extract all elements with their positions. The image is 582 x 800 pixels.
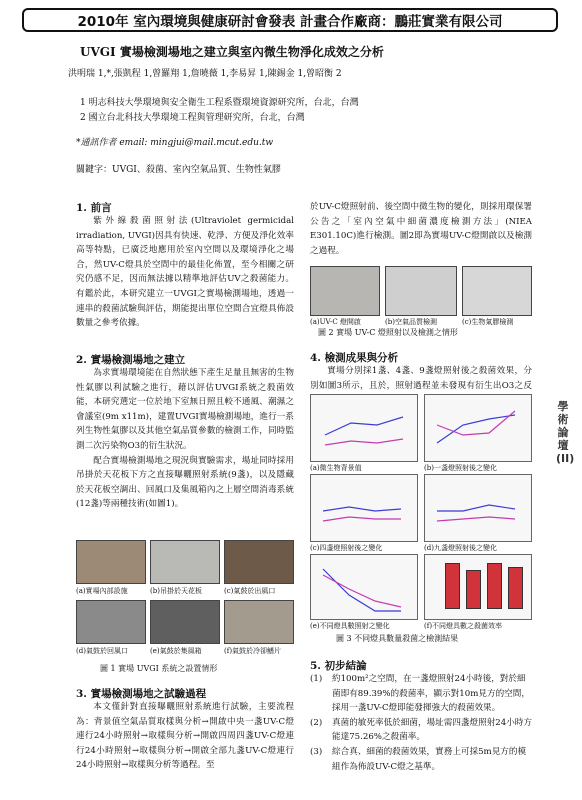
section-1-title: 1. 前言 xyxy=(76,202,112,214)
paper-title: UVGI 實場檢測場地之建立與室內微生物淨化成效之分析 xyxy=(80,45,384,59)
fig3-chart-a-lines xyxy=(311,395,418,462)
conclusion-item xyxy=(310,745,532,774)
conclusion-item xyxy=(310,672,532,716)
fig1-label-d: (d)氣鼓於回風口 xyxy=(76,647,128,655)
authors: 洪明瑞 1,*,張凱程 1,曾羅翔 1,詹曉薇 1,李易昇 1,陳錫金 1,曾昭衡 2 xyxy=(68,69,342,79)
fig3-chart-d-lines xyxy=(425,475,532,542)
fig3-chart-c-lines xyxy=(311,475,418,542)
fig2-photo-a xyxy=(310,266,380,316)
fig3-chart-f xyxy=(424,554,532,620)
fig3-chart-b-lines xyxy=(425,395,532,462)
section-4-text: 實場分別採1盞、4盞、9盞燈照射後之殺菌效果，分別如圖3所示，且於，照射過程並未發現有衍生出O3之反 xyxy=(310,366,532,391)
fig3-label-d: (d)九盞燈照射後之變化 xyxy=(424,544,497,552)
figure-2-caption: 圖 2 實場 UV-C 燈照射以及檢測之情形 xyxy=(318,328,458,337)
conclusion-item xyxy=(310,716,532,745)
section-3-continued: 於UV-C燈照射前、後空間中微生物的變化，則採用環保署公告之「室內空氣中細菌濃度檢測方法」(NIEA E301.10C)進行檢測。圖2即為實場UV-C燈開啟以及檢測之過程。 xyxy=(310,202,532,256)
efficiency-bar xyxy=(508,567,523,609)
fig1-photo-f xyxy=(224,600,294,644)
conference-banner: 2010年 室內環境與健康研討會發表 計畫合作廠商：鵬莊實業有限公司 xyxy=(22,8,558,32)
fig3-chart-b xyxy=(424,394,532,462)
fig1-photo-d xyxy=(76,600,146,644)
side-label: 學術論壇(II) xyxy=(556,400,575,465)
affiliation-2: 2 國立台北科技大學環境工程與管理研究所，台北，台灣 xyxy=(80,113,305,123)
fig1-photo-c xyxy=(224,540,294,584)
fig1-photo-e xyxy=(150,600,220,644)
fig1-label-a: (a)實場內部設施 xyxy=(76,587,128,595)
figure-2 xyxy=(310,266,532,326)
conclusion-number: (1) xyxy=(310,674,323,684)
fig1-photo-b xyxy=(150,540,220,584)
fig3-chart-d xyxy=(424,474,532,542)
fig2-photo-c xyxy=(462,266,532,316)
conclusion-list xyxy=(310,672,532,774)
efficiency-bar xyxy=(445,563,460,610)
section-2-text: 為求實場環境能在自然狀態下產生足量且無害的生物性氣膠以利試驗之進行，藉以評估UVGI系統之殺菌效能，本研究選定一位於地下室無日照且較不通風、潮濕之會議室(9m x11m)，建置UVGI實場檢測場地，進行一系列生物性氣膠以及其他空氣品質參數的檢測工作，同時監測二次污染物O3的衍生狀況。 配合實場檢測場地之現況與實驗需求，場址同時採用吊掛於天花板下方之直接曝曬照射系統(9盞)，以及隱藏於天花板空調出、回風口及集風箱內之上層空間消毒系統(12盞)等兩種技術(如圖1)。 xyxy=(76,368,294,510)
keywords: 關鍵字：UVGI、殺菌、室內空氣品質、生物性氣膠 xyxy=(76,165,281,175)
fig3-chart-e-lines xyxy=(311,555,418,620)
fig1-photo-a xyxy=(76,540,146,584)
fig3-label-e: (e)不同燈具數照射之變化 xyxy=(310,622,390,630)
fig3-chart-a xyxy=(310,394,418,462)
fig2-photo-b xyxy=(385,266,457,316)
fig1-label-f: (f)氣鼓於冷卻鰭片 xyxy=(224,647,282,655)
corresponding-email: *通訊作者 email: mingjui@mail.mcut.edu.tw xyxy=(76,138,274,148)
conclusion-number: (3) xyxy=(310,746,323,757)
fig3-label-f: (f)不同燈具數之殺菌效率 xyxy=(424,622,503,630)
conclusion-number: (2) xyxy=(310,717,323,728)
section-4-title: 4. 檢測成果與分析 xyxy=(310,352,399,364)
conclusion-text: 綜合真、細菌的殺菌效果，實務上可採5m見方的模組作為佈設UV-C燈之基準。 xyxy=(332,746,527,772)
figure-3 xyxy=(310,394,532,630)
figure-3-caption: 圖 3 不同燈具數量殺菌之檢測結果 xyxy=(336,634,459,643)
fig3-chart-f-bars xyxy=(425,555,531,619)
figure-1-caption: 圖 1 實場 UVGI 系統之設置情形 xyxy=(100,664,218,673)
fig2-label-b: (b)空氣品質檢測 xyxy=(385,318,437,326)
section-2-title: 2. 實場檢測場地之建立 xyxy=(76,354,186,366)
section-3-title: 3. 實場檢測場地之試驗過程 xyxy=(76,688,207,700)
section-5-title: 5. 初步結論 xyxy=(310,660,367,672)
conclusion-text: 約100m²之空間，在一盞燈照射24小時後，對於細菌即有89.39%的殺菌率，顯示對10m見方的空間，採用一盞UV-C燈即能發揮強大的殺菌效果。 xyxy=(332,674,530,714)
efficiency-bar xyxy=(487,563,502,609)
section-3-text: 本文僅針對直接曝曬照射系統進行試驗，主要流程為：背景值空氣品質取樣與分析→開啟中央一盞UV-C燈連行24小時照射→取樣與分析→開啟四周四盞UV-C燈連行24小時照射→取樣與分析→開啟全部九盞UV-C燈連行24小時照射→取樣與分析等過程。至 xyxy=(76,702,294,771)
fig2-label-c: (c)生物氣膠檢測 xyxy=(462,318,514,326)
figure-1 xyxy=(76,540,294,662)
section-1-text: 紫外線殺菌照射法(Ultraviolet germicidal irradiation, UVGI)因具有快速、乾淨、方便及淨化效率高等特點，已廣泛地應用於室內空間以及環境淨化之場合，然UV-C燈具於空間中的最佳化佈置，至今相關之研究仍感不足，因而無法據以精準地評估UV之殺菌能力。有鑑於此，本研究建立一UVGI之實場檢測場地，透過一連串的殺菌試驗與評估，期能提出單位空間合宜燈具佈設數量之參考依據。 xyxy=(76,216,294,329)
fig3-chart-e xyxy=(310,554,418,620)
fig1-label-c: (c)氣鼓於出風口 xyxy=(224,587,276,595)
conclusion-text: 真菌的敏死率低於細菌，場址需四盞燈照射24小時方能達75.26%之殺菌率。 xyxy=(332,717,532,743)
fig1-label-b: (b)吊掛於天花板 xyxy=(150,587,202,595)
efficiency-bar xyxy=(466,570,481,610)
fig1-label-e: (e)氣鼓於集風箱 xyxy=(150,647,202,655)
fig3-label-c: (c)四盞燈照射後之變化 xyxy=(310,544,383,552)
affiliation-1: 1 明志科技大學環境與安全衛生工程系暨環境資源研究所，台北，台灣 xyxy=(80,98,359,108)
fig3-chart-c xyxy=(310,474,418,542)
fig3-label-b: (b)一盞燈照射後之變化 xyxy=(424,464,497,472)
fig2-label-a: (a)UV-C 燈開啟 xyxy=(310,318,361,326)
fig3-label-a: (a)微生物背景值 xyxy=(310,464,362,472)
